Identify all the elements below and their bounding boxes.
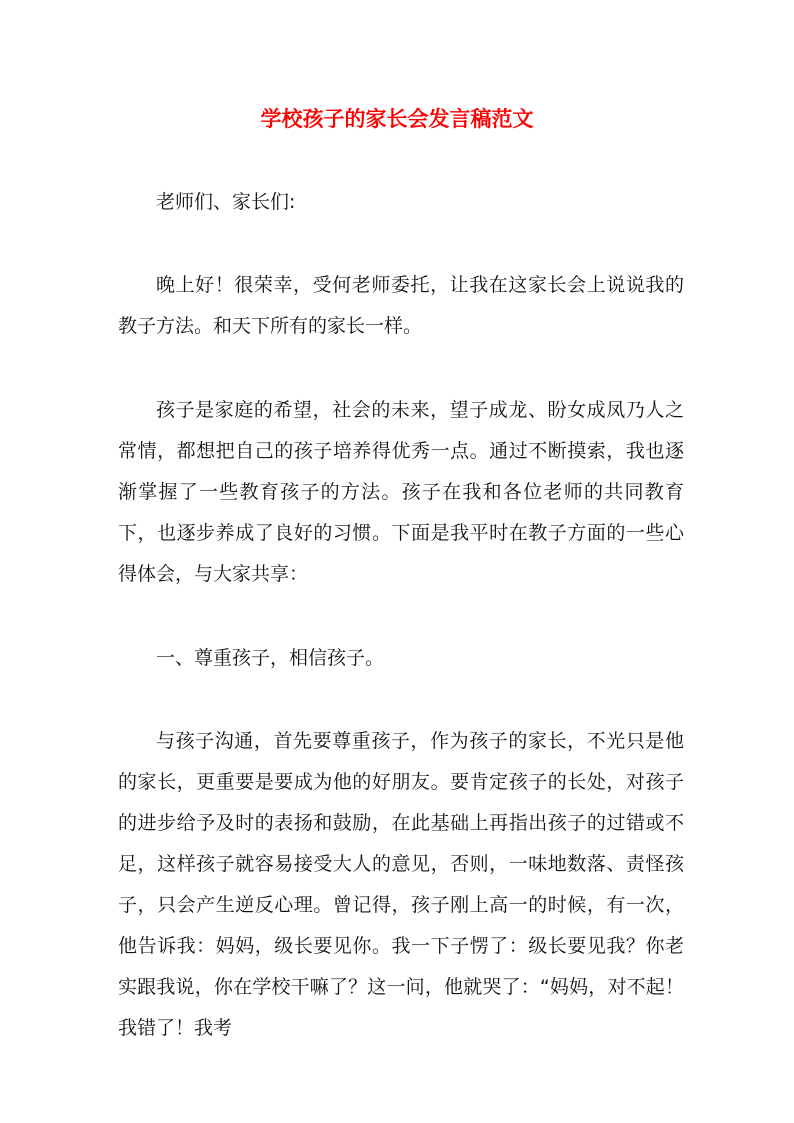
- section-heading-1: 一、尊重孩子，相信孩子。: [156, 647, 385, 669]
- document-title: 学校孩子的家长会发言稿范文: [260, 107, 534, 131]
- intro-paragraph: 晚上好！很荣幸，受何老师委托，让我在这家长会上说说我的教子方法。和天下所有的家长一样。: [118, 274, 684, 337]
- respect-paragraph: 与孩子沟通，首先要尊重孩子，作为孩子的家长，不光只是他的家长，更重要是要成为他的好朋友。要肯定孩子的长处，对孩子的进步给予及时的表扬和鼓励，在此基础上再指出孩子的过错或不足，这样孩子就容易接受大人的意见，否则，一味地数落、责怪孩子，只会产生逆反心理。曾记得，孩子刚上高一的时候，有一次，他告诉我：妈妈，级长要见你。我一下子愣了：级长要见我？你老实跟我说，你在学校干嘛了？这一问，他就哭了：“妈妈，对不起！我错了！我考: [118, 730, 684, 1039]
- family-paragraph: 孩子是家庭的希望，社会的未来，望子成龙、盼女成凤乃人之常情，都想把自己的孩子培养得优秀一点。通过不断摸索，我也逐渐掌握了一些教育孩子的方法。孩子在我和各位老师的共同教育下，也逐步养成了良好的习惯。下面是我平时在教子方面的一些心得体会，与大家共享：: [118, 399, 684, 585]
- greeting-paragraph: 老师们、家长们:: [156, 191, 296, 213]
